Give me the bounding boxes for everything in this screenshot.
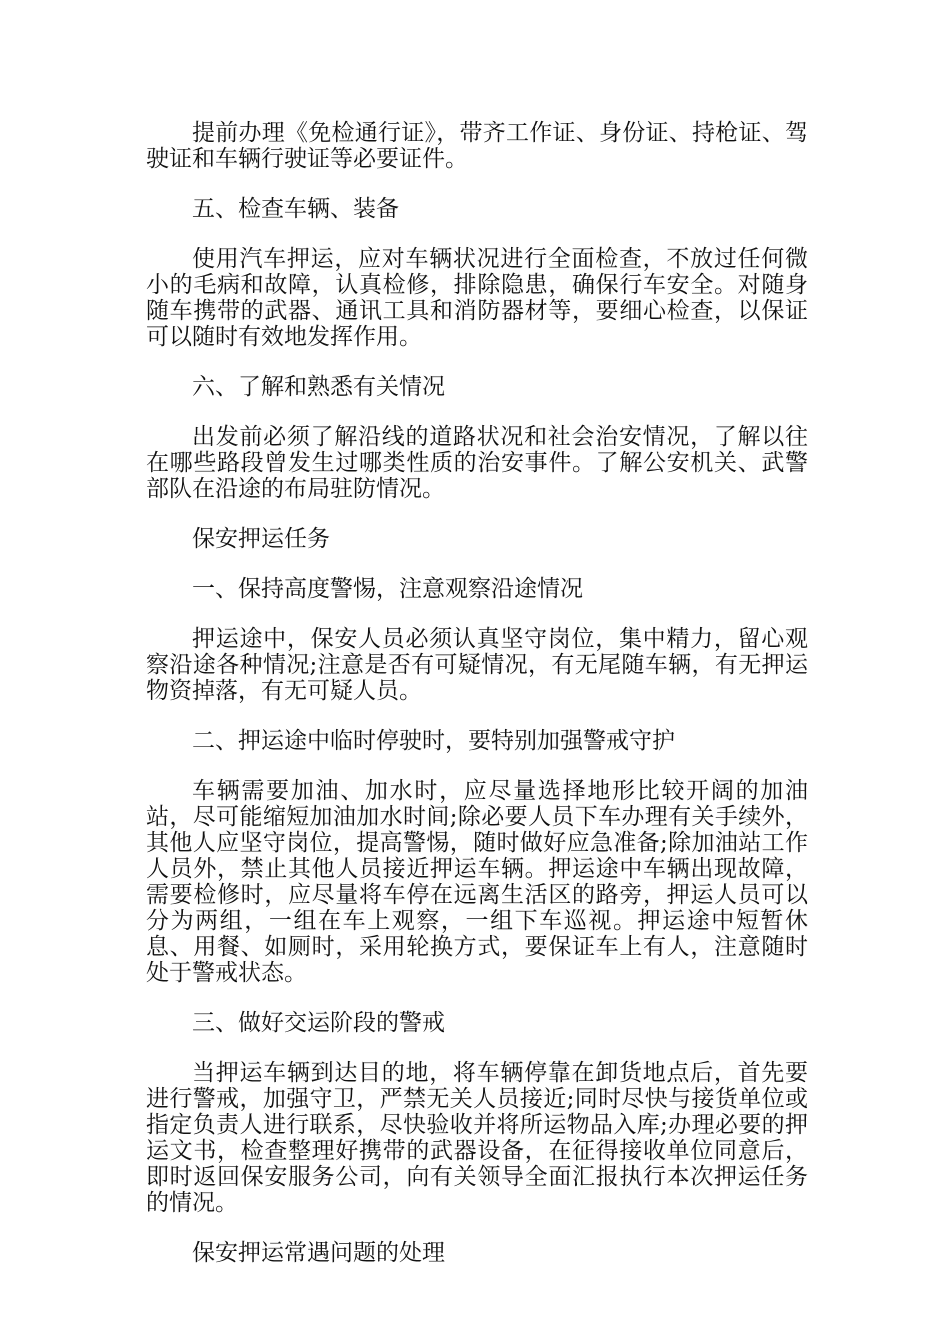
paragraph-certificates: 提前办理《免检通行证》，带齐工作证、身份证、持枪证、驾驶证和车辆行驶证等必要证件。	[146, 120, 808, 172]
paragraph-stay-alert: 押运途中，保安人员必须认真坚守岗位，集中精力，留心观察沿途各种情况;注意是否有可疑情况，有无尾随车辆，有无押运物资掉落，有无可疑人员。	[146, 626, 808, 704]
document-body	[146, 120, 808, 1266]
paragraph-inspect-vehicles: 使用汽车押运，应对车辆状况进行全面检查，不放过任何微小的毛病和故障，认真检修，排除隐患，确保行车安全。对随身随车携带的武器、通讯工具和消防器材等，要细心检查，以保证可以随时有效地发挥作用。	[146, 246, 808, 350]
heading-stay-alert: 一、保持高度警惕，注意观察沿途情况	[192, 576, 583, 602]
heading-temporary-stop: 二、押运途中临时停驶时，要特别加强警戒守护	[192, 728, 675, 754]
heading-common-problems: 保安押运常遇问题的处理	[192, 1240, 445, 1266]
paragraph-delivery-stage: 当押运车辆到达目的地，将车辆停靠在卸货地点后，首先要进行警戒，加强守卫，严禁无关人员接近;同时尽快与接货单位或指定负责人进行联系，尽快验收并将所运物品入库;办理必要的押运文书，检查整理好携带的武器设备，在征得接收单位同意后，即时返回保安服务公司，向有关领导全面汇报执行本次押运任务的情况。	[146, 1060, 808, 1216]
heading-inspect-vehicles: 五、检查车辆、装备	[192, 196, 399, 222]
paragraph-know-situation: 出发前必须了解沿线的道路状况和社会治安情况，了解以往在哪些路段曾发生过哪类性质的治安事件。了解公安机关、武警部队在沿途的布局驻防情况。	[146, 424, 808, 502]
heading-delivery-stage: 三、做好交运阶段的警戒	[192, 1010, 445, 1036]
heading-know-situation: 六、了解和熟悉有关情况	[192, 374, 445, 400]
paragraph-temporary-stop: 车辆需要加油、加水时，应尽量选择地形比较开阔的加油站，尽可能缩短加油加水时间;除必要人员下车办理有关手续外，其他人应坚守岗位，提高警惕，随时做好应急准备;除加油站工作人员外，禁止其他人员接近押运车辆。押运途中车辆出现故障，需要检修时，应尽量将车停在远离生活区的路旁，押运人员可以分为两组，一组在车上观察，一组下车巡视。押运途中短暂休息、用餐、如厕时，采用轮换方式，要保证车上有人，注意随时处于警戒状态。	[146, 778, 808, 986]
heading-escort-tasks: 保安押运任务	[192, 526, 330, 552]
